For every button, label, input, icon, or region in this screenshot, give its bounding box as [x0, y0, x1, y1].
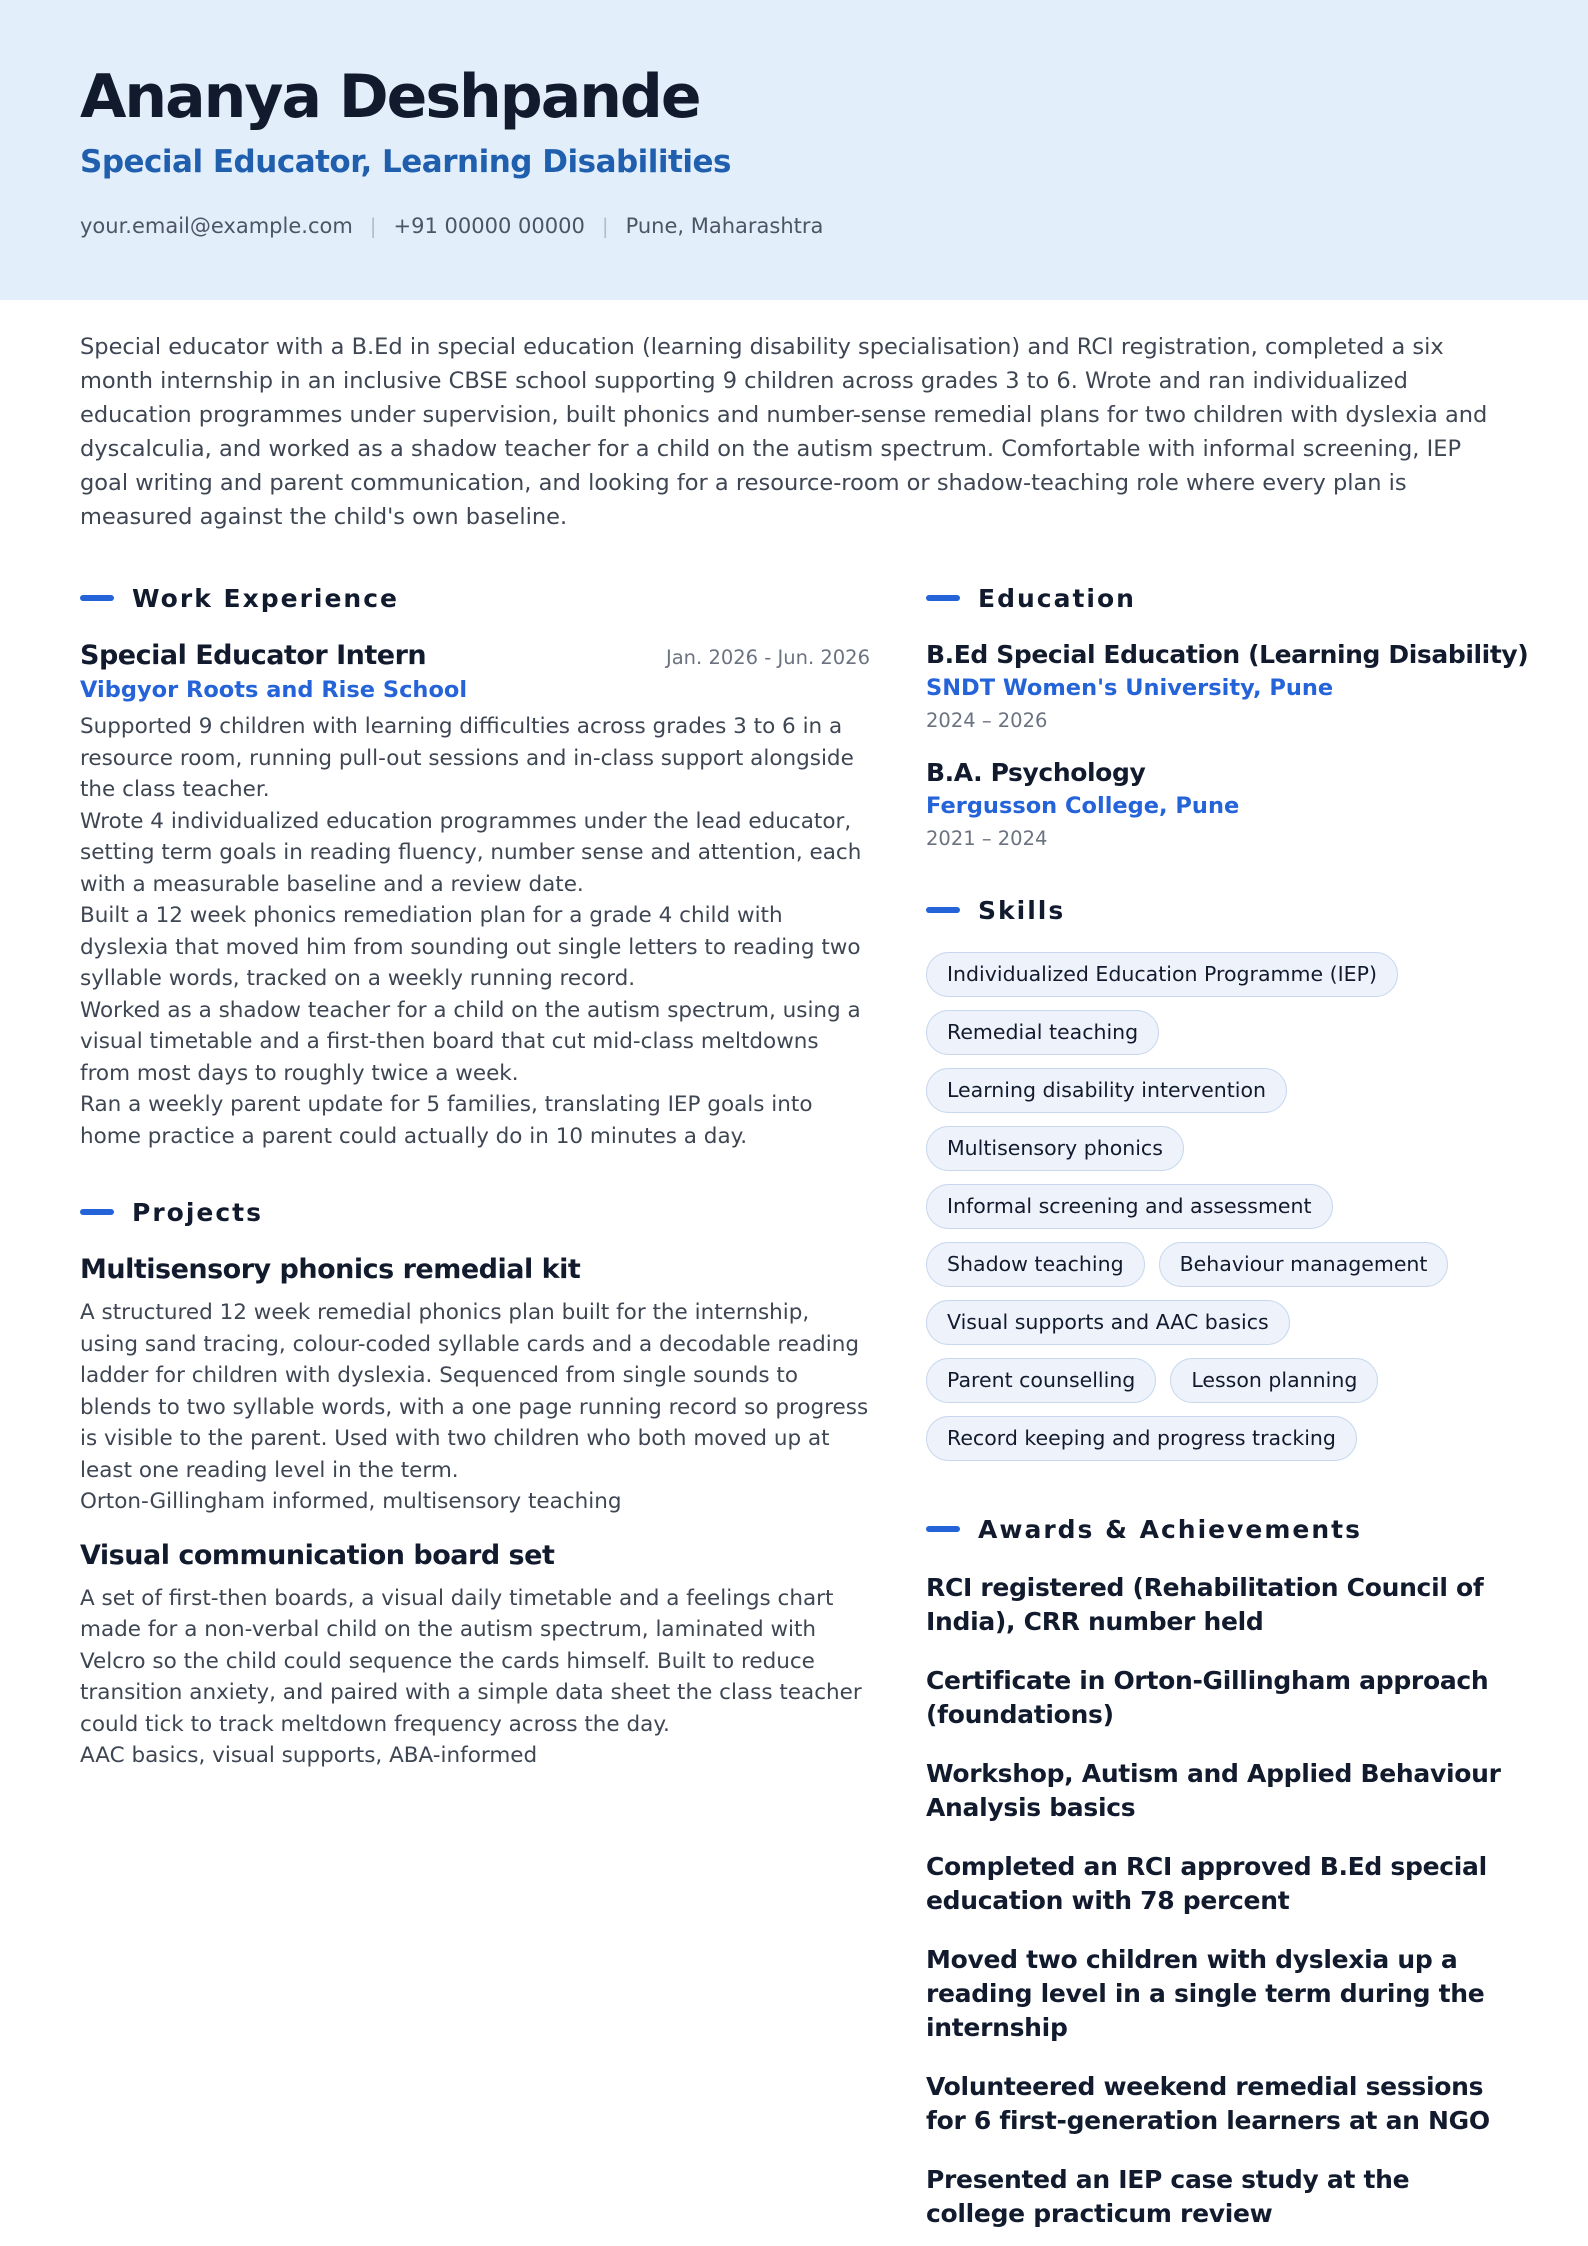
section-accent-bar — [926, 907, 960, 913]
contact-phone[interactable]: +91 00000 00000 — [393, 214, 585, 238]
skill-chip: Individualized Education Programme (IEP) — [926, 952, 1398, 997]
job-bullet: Worked as a shadow teacher for a child on the autism spectrum, using a visual timetable and a first-then board that cut mid-class meltdowns from most days to roughly twice a week. — [80, 997, 861, 1086]
section-accent-bar — [926, 595, 960, 601]
left-column — [80, 578, 870, 1772]
job-bullet: Ran a weekly parent update for 5 families, translating IEP goals into home practice a parent could actually do in 10 minutes a day. — [80, 1092, 813, 1149]
candidate-role: Special Educator, Learning Disabilities — [80, 144, 731, 180]
job-bullet: Supported 9 children with learning difficulties across grades 3 to 6 in a resource room, running pull-out sessions and in-class support alongside the class teacher. — [80, 714, 854, 802]
skill-chip: Remedial teaching — [926, 1010, 1159, 1055]
project-tags: AAC basics, visual supports, ABA-informed — [80, 1743, 538, 1768]
education-school: SNDT Women's University, Pune — [926, 675, 1334, 701]
award-item: Workshop, Autism and Applied Behaviour Analysis basics — [926, 1759, 1501, 1822]
project-entry — [80, 1254, 870, 1518]
award-item: Certificate in Orton-Gillingham approach (foundations) — [926, 1666, 1489, 1729]
education-years: 2021 – 2024 — [926, 827, 1048, 850]
award-item: Presented an IEP case study at the college practicum review — [926, 2165, 1410, 2228]
resume-header — [0, 0, 1588, 300]
contact-divider: | — [369, 214, 377, 238]
award-item: RCI registered (Rehabilitation Council of India), CRR number held — [926, 1573, 1484, 1636]
skill-chip: Informal screening and assessment — [926, 1184, 1333, 1229]
section-title: Work Experience — [132, 583, 399, 613]
project-title: Visual communication board set — [80, 1539, 555, 1571]
skill-chip: Visual supports and AAC basics — [926, 1300, 1290, 1345]
section-accent-bar — [80, 595, 114, 601]
project-title: Multisensory phonics remedial kit — [80, 1254, 581, 1285]
section-accent-bar — [926, 1526, 960, 1532]
section-header-projects — [80, 1192, 870, 1232]
skills-list — [926, 952, 1486, 1461]
section-header-awards — [926, 1509, 1526, 1549]
award-item: Volunteered weekend remedial sessions for 6 first-generation learners at an NGO — [926, 2072, 1490, 2135]
job-bullet: Wrote 4 individualized education programmes under the lead educator, setting term goals in reading fluency, number sense and attention, each with a measurable baseline and a review date. — [80, 808, 862, 897]
awards-list — [926, 1571, 1506, 2231]
section-title: Skills — [978, 895, 1066, 925]
job-bullet: Built a 12 week phonics remediation plan for a grade 4 child with dyslexia that moved him from sounding out single letters to reading two syllable words, tracked on a weekly running record. — [80, 903, 861, 991]
education-entry — [926, 640, 1529, 732]
job-dates: Jan. 2026 - Jun. 2026 — [665, 646, 870, 669]
education-school: Fergusson College, Pune — [926, 793, 1240, 819]
skill-chip: Shadow teaching — [926, 1242, 1145, 1287]
job-description — [80, 711, 870, 1152]
job-entry — [80, 640, 870, 1152]
section-title: Education — [978, 583, 1136, 613]
contact-line — [80, 214, 823, 238]
education-degree: B.A. Psychology — [926, 758, 1146, 787]
section-header-skills — [926, 890, 1526, 930]
job-organization: Vibgyor Roots and Rise School — [80, 677, 468, 703]
project-tags: Orton-Gillingham informed, multisensory teaching — [80, 1489, 622, 1514]
candidate-name: Ananya Deshpande — [80, 62, 700, 132]
right-column — [926, 578, 1529, 2246]
award-item: Moved two children with dyslexia up a reading level in a single term during the internship — [926, 1945, 1485, 2042]
project-description: A set of first-then boards, a visual daily timetable and a feelings chart made for a non-verbal child on the autism spectrum, laminated with Velcro so the child could sequence the cards himself. Built to reduce transition anxiety, and paired with a simple data sheet the class teacher could tick to track meltdown frequency across the day. — [80, 1585, 862, 1737]
contact-divider: | — [601, 214, 609, 238]
job-title: Special Educator Intern — [80, 640, 427, 671]
contact-location: Pune, Maharashtra — [625, 214, 824, 238]
skill-chip: Parent counselling — [926, 1358, 1156, 1403]
skill-chip: Behaviour management — [1159, 1242, 1449, 1287]
education-degree: B.Ed Special Education (Learning Disability) — [926, 640, 1529, 669]
award-item: Completed an RCI approved B.Ed special education with 78 percent — [926, 1852, 1487, 1915]
education-entry — [926, 758, 1526, 850]
skill-chip: Learning disability intervention — [926, 1068, 1287, 1113]
project-description: A structured 12 week remedial phonics plan built for the internship, using sand tracing, colour-coded syllable cards and a decodable reading ladder for children with dyslexia. Sequenced from single sounds to blends to two syllable words, with a one page running record so progress is visible to the parent. Used with two children who both moved up at least one reading level in the term. — [80, 1300, 869, 1483]
section-header-education — [926, 578, 1526, 618]
professional-summary: Special educator with a B.Ed in special education (learning disability specialisation) and RCI registration, completed a six month internship in an inclusive CBSE school supporting 9 children across grades 3 to 6. Wrote and ran individualized education programmes under supervision, built phonics and number-sense remedial plans for two children with dyslexia and dyscalculia, and worked as a shadow teacher for a child on the autism spectrum. Comfortable with informal screening, IEP goal writing and parent communication, and looking for a resource-room or shadow-teaching role where every plan is measured against the child's own baseline. — [80, 334, 1488, 530]
contact-email[interactable]: your.email@example.com — [80, 214, 353, 238]
skill-chip: Lesson planning — [1170, 1358, 1378, 1403]
skill-chip: Record keeping and progress tracking — [926, 1416, 1357, 1461]
section-title: Awards & Achievements — [978, 1514, 1363, 1544]
skill-chip: Multisensory phonics — [926, 1126, 1184, 1171]
education-years: 2024 – 2026 — [926, 709, 1048, 732]
section-title: Projects — [132, 1197, 264, 1227]
section-header-work — [80, 578, 870, 618]
project-entry — [80, 1540, 870, 1772]
section-accent-bar — [80, 1209, 114, 1215]
